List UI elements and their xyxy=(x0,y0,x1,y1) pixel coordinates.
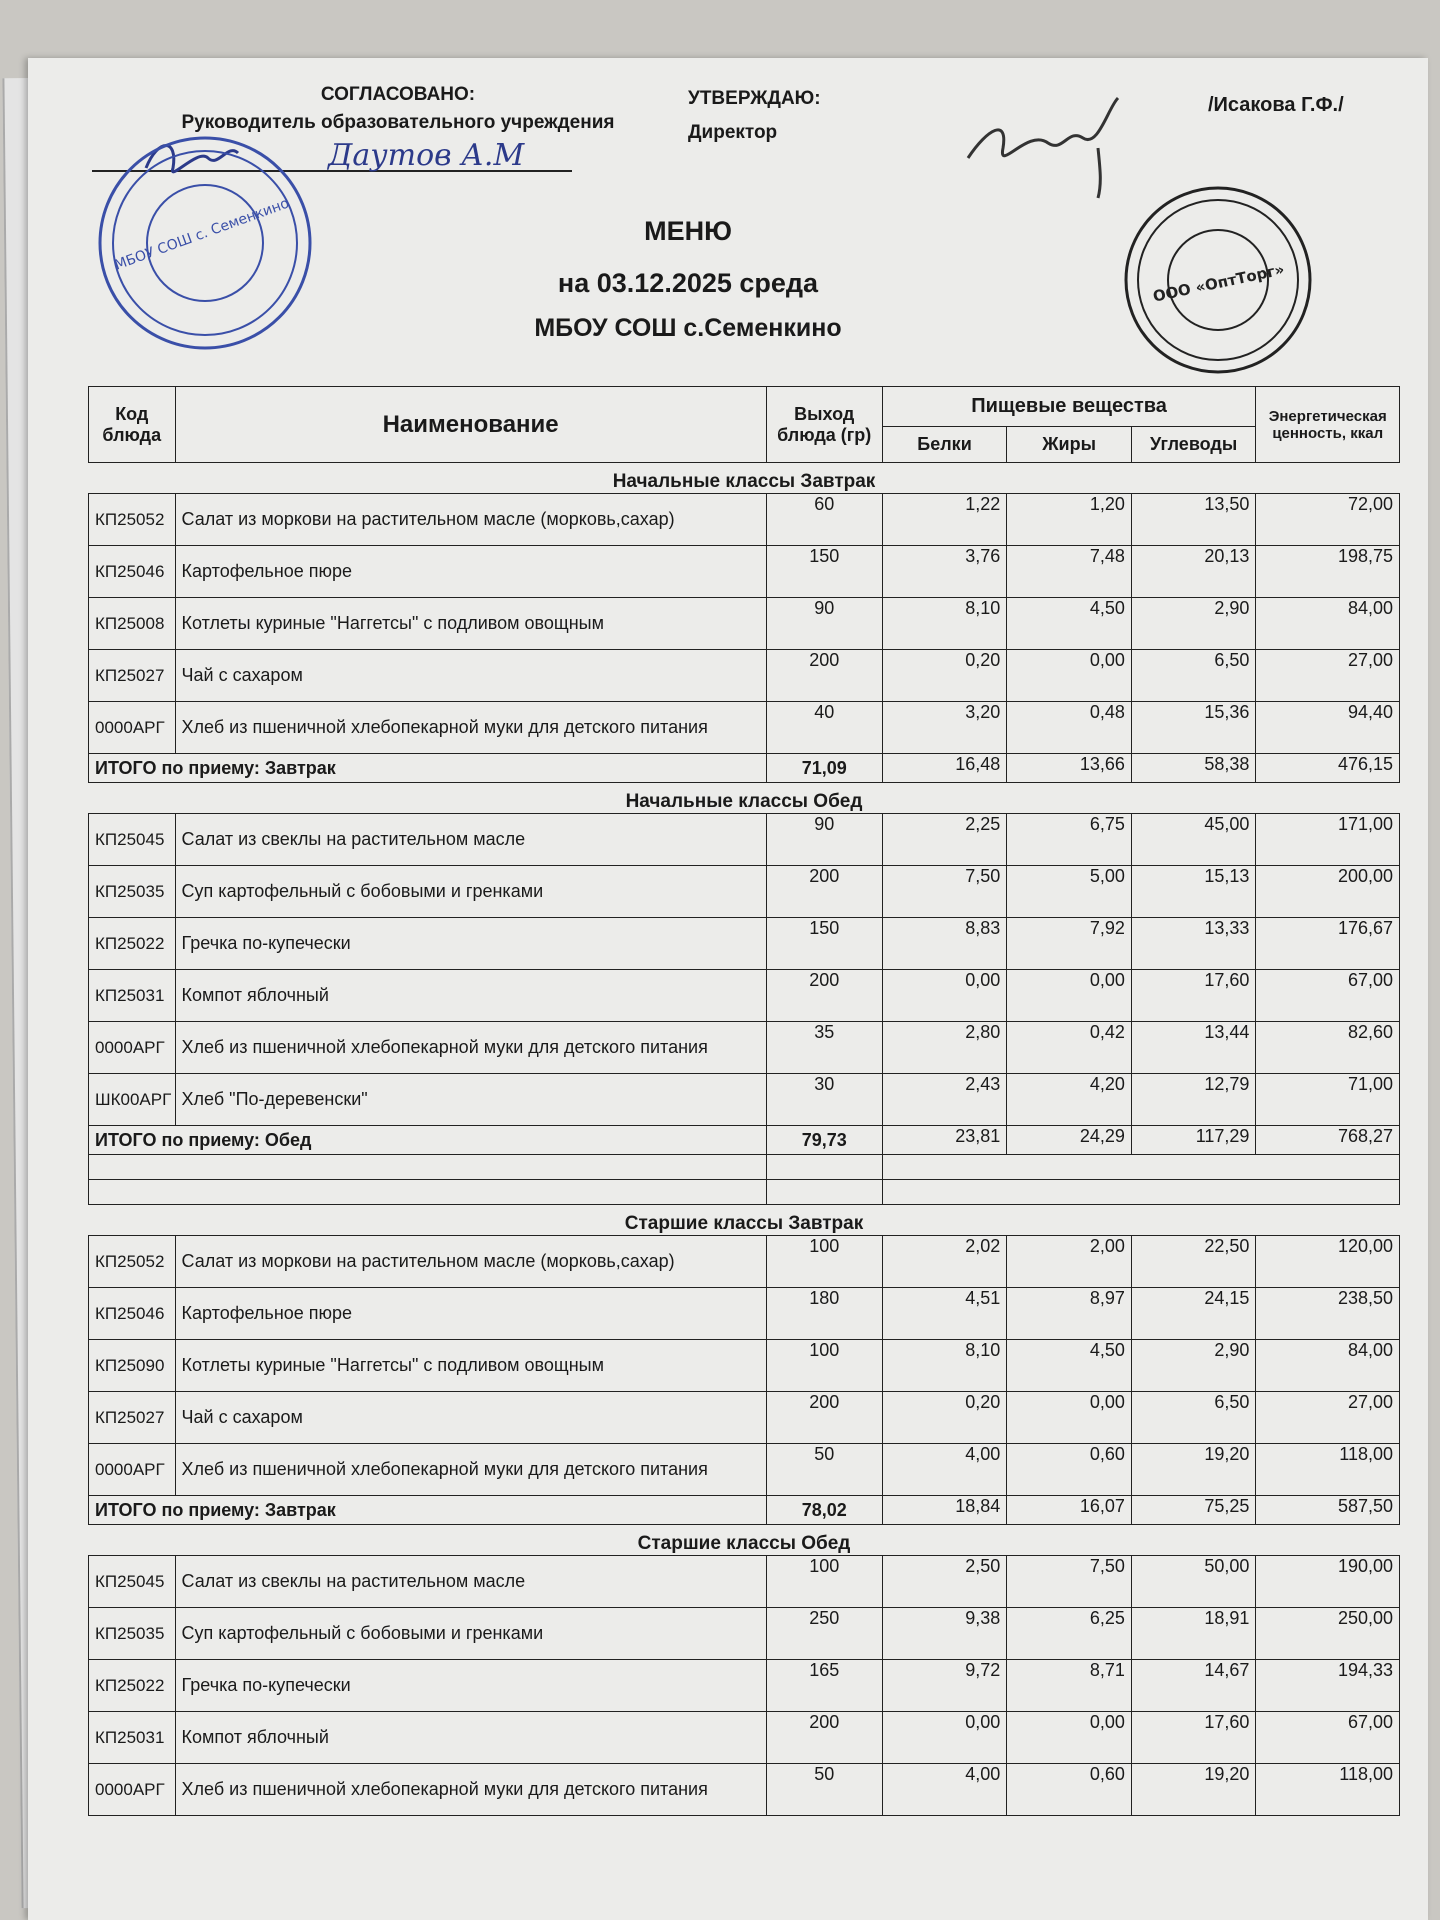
table-row xyxy=(89,1022,1400,1074)
total-label: ИТОГО по приему: Обед xyxy=(89,1126,767,1155)
dish-name: Салат из свеклы на растительном масле xyxy=(175,814,766,866)
dish-protein: 0,00 xyxy=(882,970,1007,1022)
table-row xyxy=(89,1340,1400,1392)
table-row xyxy=(89,970,1400,1022)
dish-name: Чай с сахаром xyxy=(175,1392,766,1444)
dish-name: Гречка по-купечески xyxy=(175,918,766,970)
total-fat: 24,29 xyxy=(1007,1126,1132,1155)
total-carbs: 75,25 xyxy=(1131,1496,1256,1525)
header-output: Выход блюда (гр) xyxy=(766,387,882,463)
table-row xyxy=(89,494,1400,546)
dish-energy: 200,00 xyxy=(1256,866,1400,918)
table-row xyxy=(89,1288,1400,1340)
dish-protein: 2,43 xyxy=(882,1074,1007,1126)
table-row xyxy=(89,866,1400,918)
dish-fat: 1,20 xyxy=(1007,494,1132,546)
section-primary-lunch xyxy=(89,783,1400,1205)
blank-row xyxy=(89,1180,1400,1205)
dish-carbs: 13,44 xyxy=(1131,1022,1256,1074)
section-title: Начальные классы Завтрак xyxy=(612,471,876,492)
dish-protein: 3,76 xyxy=(882,546,1007,598)
dish-protein: 8,10 xyxy=(882,598,1007,650)
table-row xyxy=(89,598,1400,650)
dish-name: Хлеб из пшеничной хлебопекарной муки для детского питания xyxy=(175,1764,766,1816)
dish-fat: 0,60 xyxy=(1007,1444,1132,1496)
table-row xyxy=(89,1660,1400,1712)
header-name: Наименование xyxy=(175,387,766,463)
total-carbs: 58,38 xyxy=(1131,754,1256,783)
dish-output: 90 xyxy=(766,598,882,650)
dish-name: Хлеб из пшеничной хлебопекарной муки для детского питания xyxy=(175,702,766,754)
director-name: /Исакова Г.Ф./ xyxy=(1208,94,1344,116)
dish-energy: 176,67 xyxy=(1256,918,1400,970)
dish-name: Салат из моркови на растительном масле (морковь,сахар) xyxy=(175,1236,766,1288)
section-primary-breakfast xyxy=(89,463,1400,783)
dish-energy: 190,00 xyxy=(1256,1556,1400,1608)
dish-energy: 84,00 xyxy=(1256,598,1400,650)
dish-energy: 27,00 xyxy=(1256,650,1400,702)
dish-name: Гречка по-купечески xyxy=(175,1660,766,1712)
dish-protein: 0,20 xyxy=(882,650,1007,702)
dish-output: 200 xyxy=(766,970,882,1022)
dish-output: 100 xyxy=(766,1236,882,1288)
dish-name: Картофельное пюре xyxy=(175,1288,766,1340)
dish-fat: 0,00 xyxy=(1007,1392,1132,1444)
section-title: Старшие классы Обед xyxy=(637,1533,851,1554)
dish-output: 100 xyxy=(766,1556,882,1608)
dish-protein: 1,22 xyxy=(882,494,1007,546)
table-row xyxy=(89,1556,1400,1608)
school-stamp xyxy=(90,128,320,358)
dish-output: 200 xyxy=(766,866,882,918)
dish-carbs: 18,91 xyxy=(1131,1608,1256,1660)
dish-code: КП25052 xyxy=(89,1236,176,1288)
total-protein: 23,81 xyxy=(882,1126,1007,1155)
table-row xyxy=(89,1764,1400,1816)
dish-name: Компот яблочный xyxy=(175,970,766,1022)
dish-fat: 6,25 xyxy=(1007,1608,1132,1660)
dish-name: Компот яблочный xyxy=(175,1712,766,1764)
total-energy: 476,15 xyxy=(1256,754,1400,783)
section-senior-breakfast xyxy=(89,1205,1400,1525)
dish-code: КП25052 xyxy=(89,494,176,546)
table-row xyxy=(89,1608,1400,1660)
dish-energy: 27,00 xyxy=(1256,1392,1400,1444)
dish-output: 200 xyxy=(766,1392,882,1444)
dish-carbs: 22,50 xyxy=(1131,1236,1256,1288)
dish-protein: 9,72 xyxy=(882,1660,1007,1712)
header-fat: Жиры xyxy=(1007,427,1132,463)
dish-fat: 8,97 xyxy=(1007,1288,1132,1340)
dish-name: Салат из моркови на растительном масле (морковь,сахар) xyxy=(175,494,766,546)
dish-output: 150 xyxy=(766,918,882,970)
section-senior-lunch xyxy=(89,1525,1400,1816)
header-code: Код блюда xyxy=(89,387,176,463)
dish-protein: 4,00 xyxy=(882,1764,1007,1816)
table-row xyxy=(89,1392,1400,1444)
total-energy: 587,50 xyxy=(1256,1496,1400,1525)
dish-code: КП25035 xyxy=(89,1608,176,1660)
dish-output: 250 xyxy=(766,1608,882,1660)
header-protein: Белки xyxy=(882,427,1007,463)
dish-carbs: 45,00 xyxy=(1131,814,1256,866)
total-label: ИТОГО по приему: Завтрак xyxy=(89,1496,767,1525)
dish-output: 90 xyxy=(766,814,882,866)
dish-energy: 82,60 xyxy=(1256,1022,1400,1074)
dish-carbs: 24,15 xyxy=(1131,1288,1256,1340)
dish-name: Котлеты куриные "Наггетсы" с подливом овощным xyxy=(175,1340,766,1392)
dish-output: 40 xyxy=(766,702,882,754)
confirm-block xyxy=(688,88,821,156)
table-row xyxy=(89,918,1400,970)
dish-energy: 118,00 xyxy=(1256,1444,1400,1496)
dish-code: КП25022 xyxy=(89,918,176,970)
dish-name: Котлеты куриные "Наггетсы" с подливом овощным xyxy=(175,598,766,650)
dish-carbs: 12,79 xyxy=(1131,1074,1256,1126)
dish-protein: 2,80 xyxy=(882,1022,1007,1074)
dish-protein: 2,25 xyxy=(882,814,1007,866)
dish-fat: 0,48 xyxy=(1007,702,1132,754)
dish-protein: 0,20 xyxy=(882,1392,1007,1444)
dish-output: 100 xyxy=(766,1340,882,1392)
dish-fat: 6,75 xyxy=(1007,814,1132,866)
menu-table xyxy=(88,386,1400,1816)
total-row xyxy=(89,1126,1400,1155)
dish-carbs: 2,90 xyxy=(1131,598,1256,650)
total-row xyxy=(89,1496,1400,1525)
dish-carbs: 15,36 xyxy=(1131,702,1256,754)
dish-energy: 67,00 xyxy=(1256,970,1400,1022)
table-row xyxy=(89,702,1400,754)
dish-code: КП25046 xyxy=(89,1288,176,1340)
total-row xyxy=(89,754,1400,783)
table-row xyxy=(89,650,1400,702)
dish-output: 30 xyxy=(766,1074,882,1126)
dish-fat: 0,00 xyxy=(1007,650,1132,702)
dish-energy: 71,00 xyxy=(1256,1074,1400,1126)
dish-output: 165 xyxy=(766,1660,882,1712)
dish-fat: 7,92 xyxy=(1007,918,1132,970)
total-carbs: 117,29 xyxy=(1131,1126,1256,1155)
table-row xyxy=(89,814,1400,866)
dish-protein: 2,50 xyxy=(882,1556,1007,1608)
dish-protein: 2,02 xyxy=(882,1236,1007,1288)
total-output: 79,73 xyxy=(766,1126,882,1155)
table-row xyxy=(89,1444,1400,1496)
confirm-role: Директор xyxy=(688,122,778,143)
menu-date: на 03.12.2025 среда xyxy=(557,268,819,298)
dish-protein: 3,20 xyxy=(882,702,1007,754)
dish-name: Хлеб из пшеничной хлебопекарной муки для детского питания xyxy=(175,1022,766,1074)
dish-name: Хлеб из пшеничной хлебопекарной муки для детского питания xyxy=(175,1444,766,1496)
dish-carbs: 15,13 xyxy=(1131,866,1256,918)
dish-fat: 7,48 xyxy=(1007,546,1132,598)
dish-output: 50 xyxy=(766,1444,882,1496)
dish-name: Картофельное пюре xyxy=(175,546,766,598)
dish-protein: 8,83 xyxy=(882,918,1007,970)
dish-fat: 2,00 xyxy=(1007,1236,1132,1288)
dish-code: 0000АРГ xyxy=(89,1022,176,1074)
total-energy: 768,27 xyxy=(1256,1126,1400,1155)
dish-carbs: 6,50 xyxy=(1131,1392,1256,1444)
dish-code: 0000АРГ xyxy=(89,1764,176,1816)
dish-code: КП25031 xyxy=(89,970,176,1022)
dish-code: КП25046 xyxy=(89,546,176,598)
dish-carbs: 13,50 xyxy=(1131,494,1256,546)
dish-energy: 67,00 xyxy=(1256,1712,1400,1764)
dish-code: 0000АРГ xyxy=(89,702,176,754)
confirm-label: УТВЕРЖДАЮ: xyxy=(688,88,821,109)
dish-protein: 4,51 xyxy=(882,1288,1007,1340)
dish-energy: 250,00 xyxy=(1256,1608,1400,1660)
dish-energy: 94,40 xyxy=(1256,702,1400,754)
dish-energy: 238,50 xyxy=(1256,1288,1400,1340)
total-protein: 16,48 xyxy=(882,754,1007,783)
dish-carbs: 13,33 xyxy=(1131,918,1256,970)
dish-fat: 0,42 xyxy=(1007,1022,1132,1074)
dish-fat: 0,00 xyxy=(1007,970,1132,1022)
dish-carbs: 14,67 xyxy=(1131,1660,1256,1712)
menu-title: МЕНЮ xyxy=(644,216,732,246)
dish-output: 35 xyxy=(766,1022,882,1074)
dish-carbs: 20,13 xyxy=(1131,546,1256,598)
section-title: Начальные классы Обед xyxy=(625,791,863,812)
dish-energy: 171,00 xyxy=(1256,814,1400,866)
dish-protein: 8,10 xyxy=(882,1340,1007,1392)
dish-energy: 198,75 xyxy=(1256,546,1400,598)
director-signature xyxy=(948,88,1138,208)
dish-energy: 72,00 xyxy=(1256,494,1400,546)
dish-protein: 7,50 xyxy=(882,866,1007,918)
dish-carbs: 2,90 xyxy=(1131,1340,1256,1392)
total-output: 71,09 xyxy=(766,754,882,783)
dish-output: 50 xyxy=(766,1764,882,1816)
dish-output: 200 xyxy=(766,650,882,702)
dish-output: 200 xyxy=(766,1712,882,1764)
dish-energy: 118,00 xyxy=(1256,1764,1400,1816)
dish-output: 60 xyxy=(766,494,882,546)
dish-fat: 5,00 xyxy=(1007,866,1132,918)
supplier-stamp xyxy=(1118,180,1318,380)
approved-role: Руководитель образовательного учреждения xyxy=(181,112,615,133)
menu-document xyxy=(28,58,1428,1920)
dish-code: КП25022 xyxy=(89,1660,176,1712)
dish-code: КП25045 xyxy=(89,814,176,866)
table-row xyxy=(89,1074,1400,1126)
blank-row xyxy=(89,1155,1400,1180)
dish-carbs: 50,00 xyxy=(1131,1556,1256,1608)
dish-fat: 0,60 xyxy=(1007,1764,1132,1816)
dish-protein: 9,38 xyxy=(882,1608,1007,1660)
total-fat: 16,07 xyxy=(1007,1496,1132,1525)
dish-code: КП25027 xyxy=(89,1392,176,1444)
dish-fat: 4,50 xyxy=(1007,1340,1132,1392)
dish-code: КП25031 xyxy=(89,1712,176,1764)
dish-carbs: 17,60 xyxy=(1131,970,1256,1022)
menu-school: МБОУ СОШ с.Семенкино xyxy=(534,314,842,342)
approver-signature-name: Даутов А.М xyxy=(328,138,525,173)
supplier-stamp-text: ООО «ОптТорг» xyxy=(1151,260,1286,306)
dish-protein: 0,00 xyxy=(882,1712,1007,1764)
dish-code: 0000АРГ xyxy=(89,1444,176,1496)
total-output: 78,02 xyxy=(766,1496,882,1525)
approved-label: СОГЛАСОВАНО: xyxy=(320,84,476,105)
table-row xyxy=(89,1236,1400,1288)
dish-name: Салат из свеклы на растительном масле xyxy=(175,1556,766,1608)
dish-name: Чай с сахаром xyxy=(175,650,766,702)
header-nutrients: Пищевые вещества xyxy=(882,387,1256,427)
dish-fat: 4,20 xyxy=(1007,1074,1132,1126)
dish-fat: 8,71 xyxy=(1007,1660,1132,1712)
dish-output: 180 xyxy=(766,1288,882,1340)
dish-name: Суп картофельный с бобовыми и гренками xyxy=(175,1608,766,1660)
dish-energy: 120,00 xyxy=(1256,1236,1400,1288)
dish-fat: 7,50 xyxy=(1007,1556,1132,1608)
total-fat: 13,66 xyxy=(1007,754,1132,783)
dish-code: КП25045 xyxy=(89,1556,176,1608)
section-title: Старшие классы Завтрак xyxy=(624,1213,864,1234)
dish-code: КП25090 xyxy=(89,1340,176,1392)
dish-energy: 194,33 xyxy=(1256,1660,1400,1712)
dish-protein: 4,00 xyxy=(882,1444,1007,1496)
dish-code: КП25008 xyxy=(89,598,176,650)
header-carbs: Углеводы xyxy=(1131,427,1256,463)
header-energy: Энергетическая ценность, ккал xyxy=(1256,387,1400,463)
dish-fat: 4,50 xyxy=(1007,598,1132,650)
dish-carbs: 6,50 xyxy=(1131,650,1256,702)
dish-code: КП25035 xyxy=(89,866,176,918)
school-stamp-text: МБОУ СОШ с. Семенкино xyxy=(112,195,292,274)
total-protein: 18,84 xyxy=(882,1496,1007,1525)
dish-fat: 0,00 xyxy=(1007,1712,1132,1764)
dish-carbs: 19,20 xyxy=(1131,1764,1256,1816)
table-row xyxy=(89,546,1400,598)
dish-code: ШК00АРГ xyxy=(89,1074,176,1126)
dish-carbs: 17,60 xyxy=(1131,1712,1256,1764)
dish-name: Суп картофельный с бобовыми и гренками xyxy=(175,866,766,918)
dish-energy: 84,00 xyxy=(1256,1340,1400,1392)
dish-output: 150 xyxy=(766,546,882,598)
dish-code: КП25027 xyxy=(89,650,176,702)
dish-carbs: 19,20 xyxy=(1131,1444,1256,1496)
table-row xyxy=(89,1712,1400,1764)
dish-name: Хлеб "По-деревенски" xyxy=(175,1074,766,1126)
total-label: ИТОГО по приему: Завтрак xyxy=(89,754,767,783)
